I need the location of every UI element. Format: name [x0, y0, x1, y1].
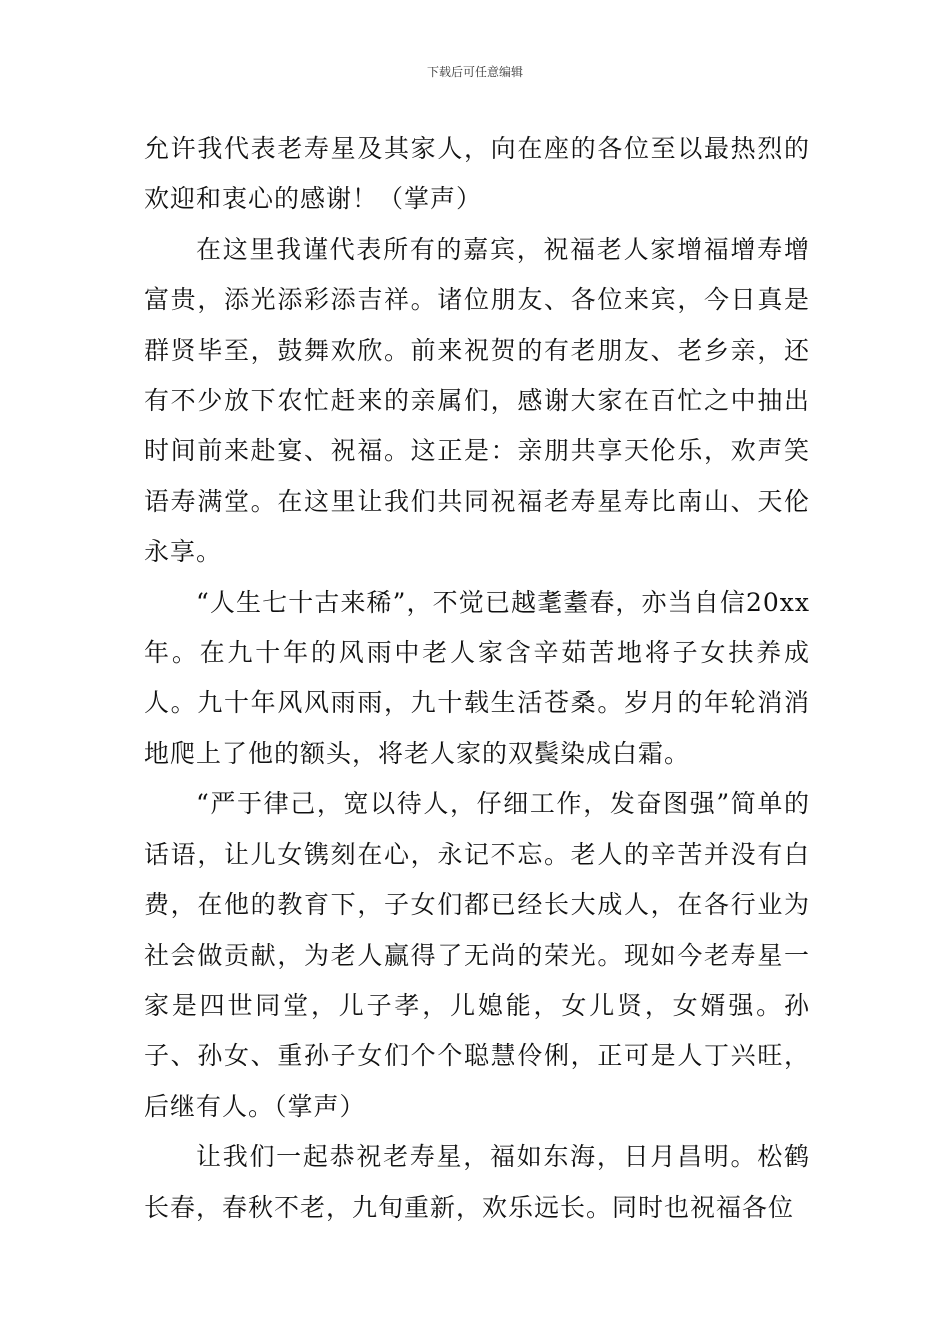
- document-body: [144, 124, 810, 1233]
- paragraph-3: “人生七十古来稀”，不觉已越耄耋春，亦当自信20xx年。在九十年的风雨中老人家含辛茹苦地将子女扶养成人。九十年风风雨雨，九十载生活苍桑。岁月的年轮消消地爬上了他的额头，将老人家的双鬓染成白霜。: [144, 587, 810, 768]
- paragraph-4: “严于律己，宽以待人，仔细工作，发奋图强”简单的话语，让儿女镌刻在心，永记不忘。老人的辛苦并没有白费，在他的教育下，子女们都已经长大成人，在各行业为社会做贡献，为老人赢得了无尚的荣光。现如今老寿星一家是四世同堂，儿子孝，儿媳能，女儿贤，女婿强。孙子、孙女、重孙子女们个个聪慧伶俐，正可是人丁兴旺，后继有人。（掌声）: [144, 789, 810, 1121]
- page-header: 下载后可任意编辑: [426, 65, 523, 79]
- paragraph-2: 在这里我谨代表所有的嘉宾，祝福老人家增福增寿增富贵，添光添彩添吉祥。诸位朋友、各位来宾，今日真是群贤毕至，鼓舞欢欣。前来祝贺的有老朋友、老乡亲，还有不少放下农忙赶来的亲属们，感谢大家在百忙之中抽出时间前来赴宴、祝福。这正是：亲朋共享天伦乐，欢声笑语寿满堂。在这里让我们共同祝福老寿星寿比南山、天伦永享。: [144, 234, 810, 567]
- paragraph-5: 让我们一起恭祝老寿星，福如东海，日月昌明。松鹤长春，春秋不老，九旬重新，欢乐远长。同时也祝福各位: [144, 1142, 810, 1222]
- paragraph-1: 允许我代表老寿星及其家人，向在座的各位至以最热烈的欢迎和衷心的感谢！（掌声）: [144, 134, 810, 214]
